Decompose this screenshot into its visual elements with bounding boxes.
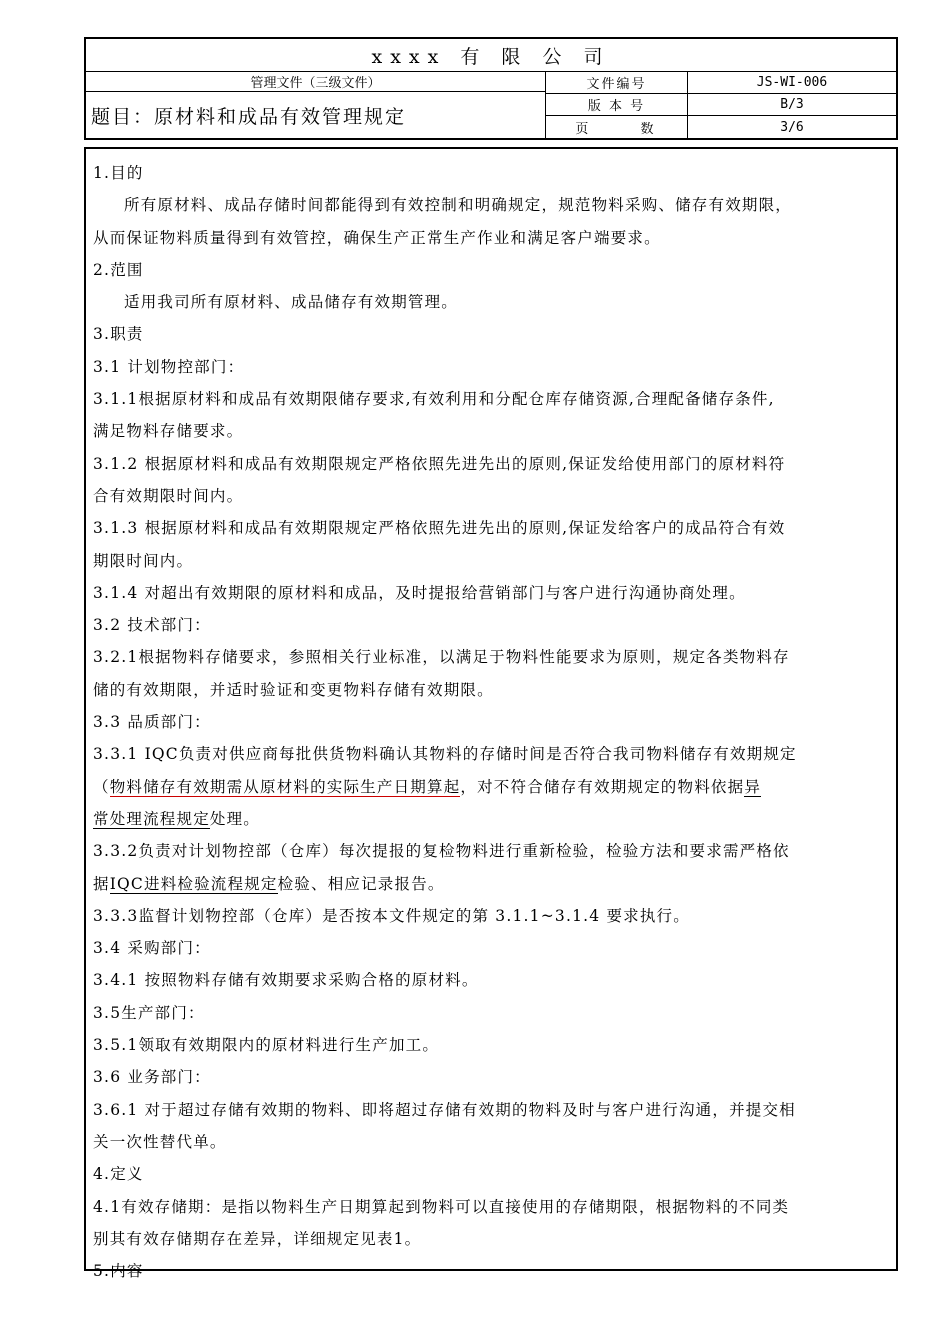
info-value: JS-WI-006: [756, 75, 828, 90]
text-run: 检验、相应记录报告。: [277, 874, 445, 893]
paragraph-line: 3.2.1根据物料存储要求，参照相关行业标准，以满足于物料性能要求为原则，规定各类物料存: [93, 648, 790, 667]
info-row-page: [546, 116, 896, 138]
info-value: 3/6: [780, 119, 804, 135]
subsection-heading: 3.4 采购部门：: [93, 939, 211, 958]
text-run: （: [93, 777, 110, 796]
subsection-heading: 3.5生产部门：: [93, 1003, 205, 1022]
info-row-doc-number: [546, 72, 896, 94]
paragraph-line: 3.3.2负责对计划物控部（仓库）每次提报的复检物料进行重新检验，检验方法和要求需严格依: [93, 842, 790, 861]
paragraph-line: 3.3.3监督计划物控部（仓库）是否按本文件规定的第 3.1.1~3.1.4 要求执行。: [93, 906, 690, 925]
paragraph-line: 所有原材料、成品存储时间都能得到有效控制和明确规定，规范物料采购、储存有效期限，: [124, 196, 793, 215]
document-body: [84, 147, 898, 1281]
subsection-heading: 3.1 计划物控部门：: [93, 357, 245, 376]
section-heading: 1.目的: [93, 164, 144, 182]
paragraph-line: 储的有效期限，并适时验证和变更物料存储有效期限。: [93, 680, 494, 699]
paragraph-line: 合有效期限时间内。: [93, 486, 244, 505]
paragraph-line: [93, 803, 889, 835]
paragraph-line: 3.1.1根据原材料和成品有效期限储存要求,有效利用和分配仓库存储资源,合理配备储存条件,: [93, 390, 775, 409]
info-label: 页 数: [546, 116, 688, 138]
paragraph-line: 3.4.1 按照物料存储有效期要求采购合格的原材料。: [93, 971, 479, 990]
paragraph-line: 满足物料存储要求。: [93, 422, 244, 441]
paragraph-line: 期限时间内。: [93, 551, 194, 570]
text-run: 据: [93, 874, 110, 893]
document-info-table: [546, 72, 896, 138]
info-row-version: [546, 94, 896, 116]
section-heading: 4.定义: [93, 1165, 144, 1184]
paragraph-line: [93, 771, 889, 803]
company-name: xxxx 有 限 公 司: [86, 39, 896, 72]
paragraph-line: 3.1.2 根据原材料和成品有效期限规定严格依照先进先出的原则,保证发给使用部门的原材料符: [93, 454, 786, 473]
info-value: B/3: [780, 97, 804, 112]
document-header: [84, 37, 898, 140]
section-heading: 2.范围: [93, 260, 144, 279]
section-heading: 5.内容: [93, 1262, 144, 1281]
document-title: 题目：原材料和成品有效管理规定: [91, 105, 407, 128]
paragraph-line: 3.1.4 对超出有效期限的原材料和成品，及时提报给营销部门与客户进行沟通协商处理。: [93, 583, 746, 602]
paragraph-line: 3.5.1领取有效期限内的原材料进行生产加工。: [93, 1036, 440, 1055]
info-label: 版 本 号: [546, 94, 688, 115]
paragraph-line: 3.6.1 对于超过存储有效期的物料、即将超过存储有效期的物料及时与客户进行沟通，并提交相: [93, 1100, 796, 1119]
underlined-text: IQC进料检验流程规定: [109, 874, 278, 893]
paragraph-line: 从而保证物料质量得到有效管控，确保生产正常生产作业和满足客户端要求。: [93, 228, 661, 247]
subsection-heading: 3.2 技术部门：: [93, 616, 211, 635]
paragraph-line: 适用我司所有原材料、成品储存有效期管理。: [124, 293, 459, 312]
paragraph-line: [93, 868, 889, 900]
info-label: 文件编号: [546, 72, 688, 93]
underlined-text: 物料储存有效期需从原材料的实际生产日期算起: [109, 777, 461, 796]
text-run: ，对不符合储存有效期规定的物料依据: [460, 777, 745, 796]
paragraph-line: 关一次性替代单。: [93, 1132, 227, 1151]
section-heading: 3.职责: [93, 325, 144, 344]
subsection-heading: 3.3 品质部门：: [93, 713, 211, 732]
text-run: 处理。: [209, 809, 261, 828]
document-level: 管理文件（三级文件）: [86, 72, 545, 92]
header-left: [86, 72, 546, 138]
paragraph-line: 4.1有效存储期：是指以物料生产日期算起到物料可以直接使用的存储期限，根据物料的不同类: [93, 1197, 790, 1216]
subsection-heading: 3.6 业务部门：: [93, 1068, 211, 1087]
paragraph-line: 3.3.1 IQC负责对供应商每批供货物料确认其物料的存储时间是否符合我司物料储存有效期规定: [93, 745, 797, 764]
paragraph-line: 别其有效存储期存在差异，详细规定见表1。: [93, 1229, 422, 1248]
paragraph-line: 3.1.3 根据原材料和成品有效期限规定严格依照先进先出的原则,保证发给客户的成品符合有效: [93, 519, 786, 538]
underlined-text: 常处理流程规定: [93, 809, 210, 828]
underlined-text: 异: [744, 777, 762, 796]
